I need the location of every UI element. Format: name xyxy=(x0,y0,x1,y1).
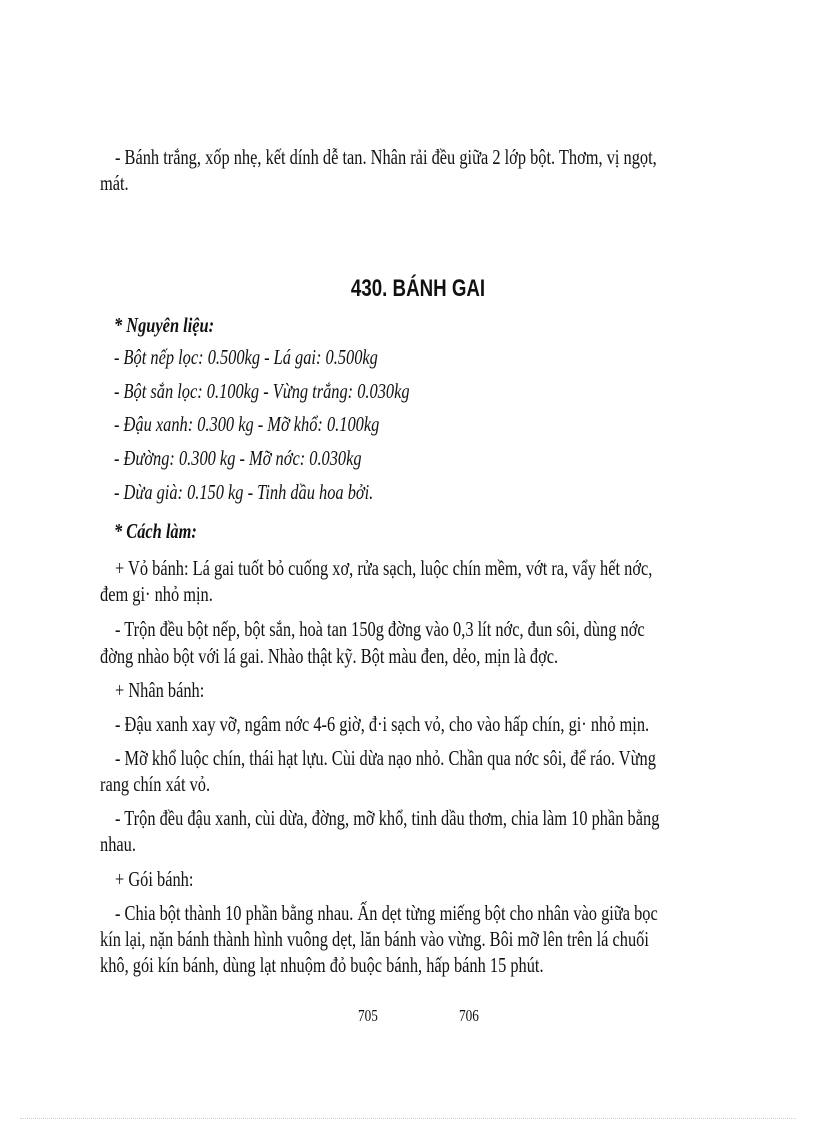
method-line: đờng nhào bột với lá gai. Nhào thật kỹ. Bột màu đen, dẻo, mịn là đợc. xyxy=(100,644,559,668)
ingredient-line: - Đậu xanh: 0.300 kg - Mỡ khổ: 0.100kg xyxy=(114,412,380,436)
bottom-divider xyxy=(20,1118,796,1119)
method-line: - Trộn đều đậu xanh, cùi dừa, đờng, mỡ khổ, tinh dầu thơm, chia làm 10 phần bằng xyxy=(115,806,660,830)
method-line: - Chia bột thành 10 phần bằng nhau. Ấn dẹt từng miếng bột cho nhân vào giữa bọc xyxy=(115,901,658,925)
recipe-title: 430. BÁNH GAI xyxy=(350,275,486,302)
method-line: - Trộn đều bột nếp, bột sắn, hoà tan 150g đờng vào 0,3 lít nớc, đun sôi, dùng nớc xyxy=(115,617,645,641)
method-line: khô, gói kín bánh, dùng lạt nhuộm đỏ buộc bánh, hấp bánh 15 phút. xyxy=(100,953,544,977)
method-line: + Vỏ bánh: Lá gai tuốt bỏ cuống xơ, rửa sạch, luộc chín mềm, vớt ra, vẩy hết nớc, xyxy=(115,556,653,580)
ingredient-line: - Bột sắn lọc: 0.100kg - Vừng trắng: 0.030kg xyxy=(114,379,410,403)
method-line: đem gi· nhỏ mịn. xyxy=(100,582,213,606)
ingredients-heading: * Nguyên liệu: xyxy=(114,313,215,337)
method-line: kín lại, nặn bánh thành hình vuông dẹt, lăn bánh vào vừng. Bôi mỡ lên trên lá chuối xyxy=(100,927,649,951)
ingredient-line: - Bột nếp lọc: 0.500kg - Lá gai: 0.500kg xyxy=(114,345,378,369)
intro-line-2: mát. xyxy=(100,171,129,195)
page-number-left: 705 xyxy=(358,1006,378,1025)
method-line: rang chín xát vỏ. xyxy=(100,772,211,796)
method-heading: * Cách làm: xyxy=(114,519,197,543)
page-number-right: 706 xyxy=(459,1006,479,1025)
method-line: - Mỡ khổ luộc chín, thái hạt lựu. Cùi dừa nạo nhỏ. Chần qua nớc sôi, để ráo. Vừng xyxy=(115,746,656,770)
method-line: + Gói bánh: xyxy=(115,867,194,891)
intro-line-1: - Bánh trắng, xốp nhẹ, kết dính dễ tan. Nhân rải đều giữa 2 lớp bột. Thơm, vị ngọt, xyxy=(115,145,657,169)
ingredient-line: - Dừa già: 0.150 kg - Tinh dầu hoa bởi. xyxy=(114,480,374,504)
ingredient-line: - Đường: 0.300 kg - Mỡ nớc: 0.030kg xyxy=(114,446,362,470)
method-line: + Nhân bánh: xyxy=(115,678,205,702)
method-line: nhau. xyxy=(100,832,136,856)
method-line: - Đậu xanh xay vỡ, ngâm nớc 4-6 giờ, đ·i sạch vỏ, cho vào hấp chín, gi· nhỏ mịn. xyxy=(115,712,650,736)
